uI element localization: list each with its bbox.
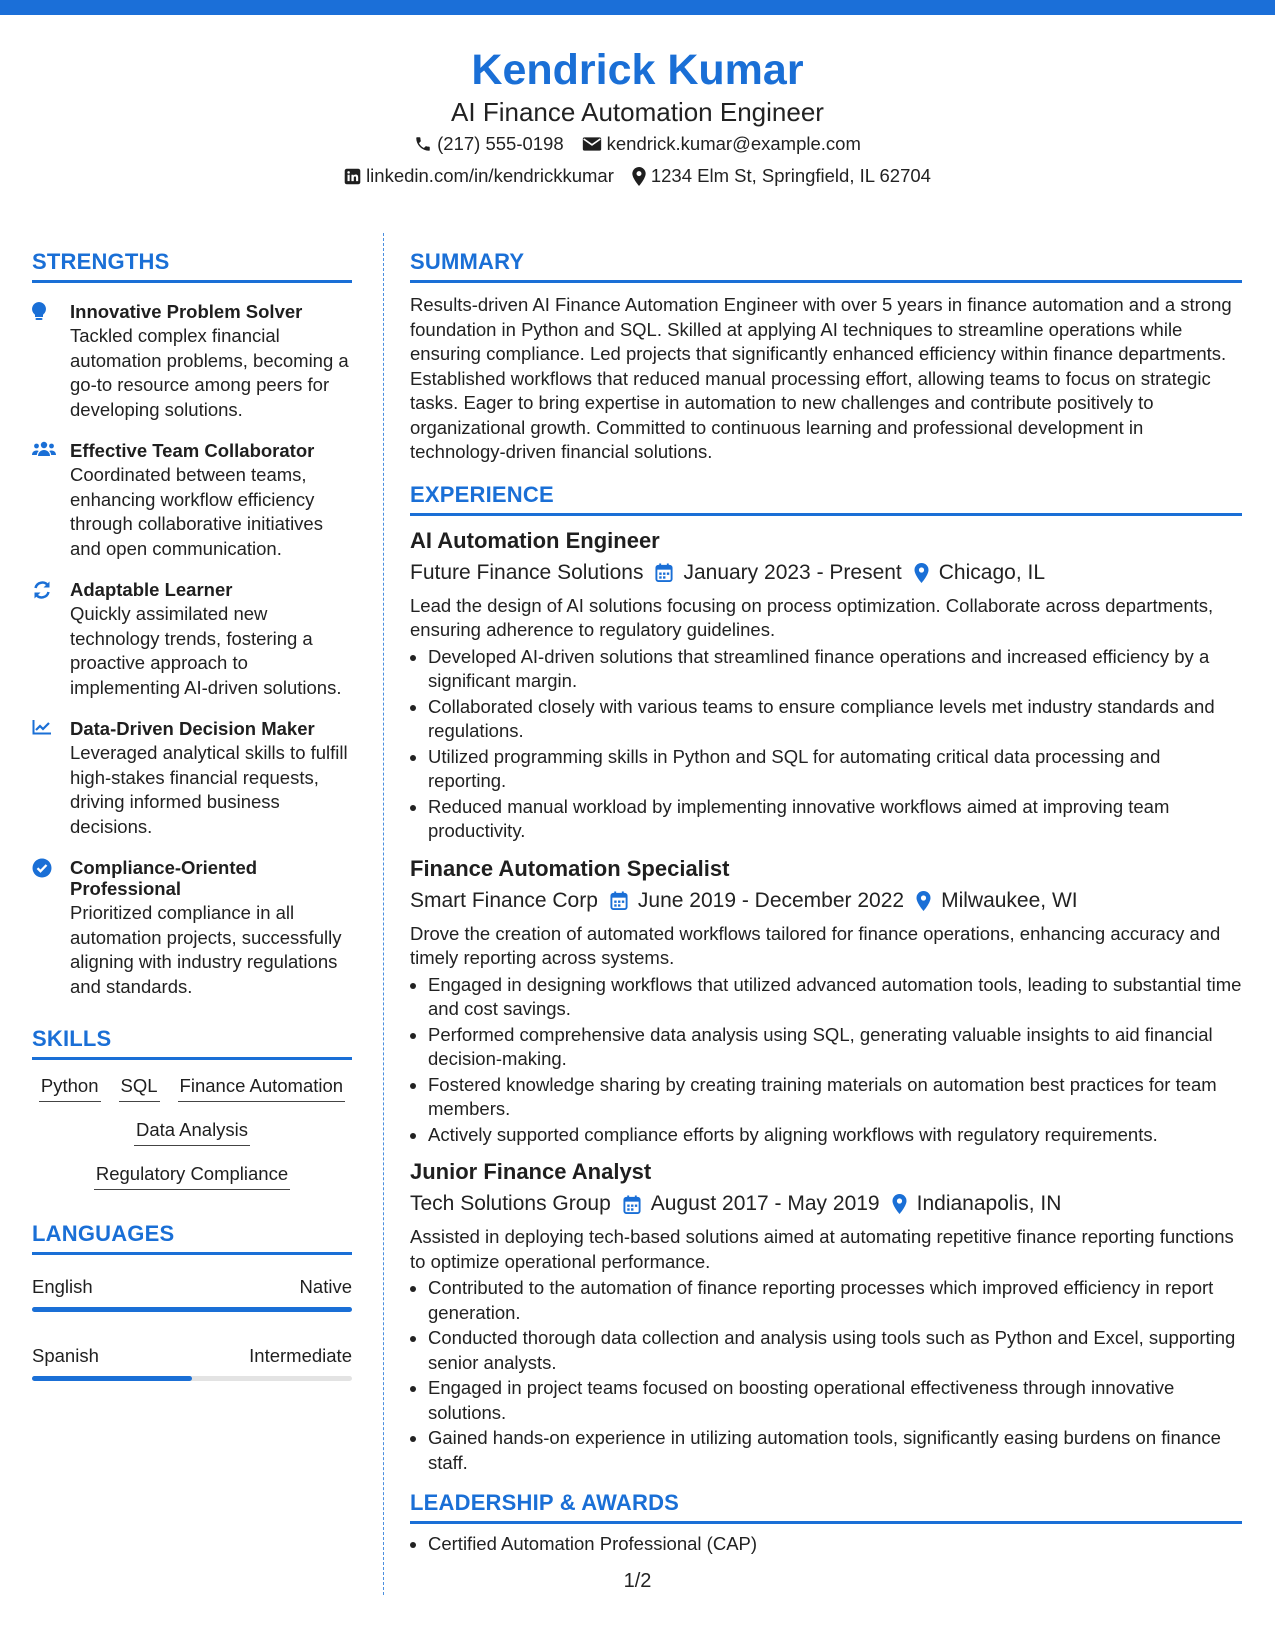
job-bullet: • Contributed to the automation of finance reporting processes which improved efficiency in report generation. — [428, 1276, 1242, 1325]
awards-list — [410, 1532, 1242, 1557]
strength-title: Compliance-Oriented Professional — [70, 857, 258, 899]
email-text[interactable]: kendrick.kumar@example.com — [606, 133, 861, 154]
map-pin-icon — [914, 563, 929, 583]
phone-text: (217) 555-0198 — [437, 133, 564, 154]
skill-tag: Data Analysis — [134, 1118, 250, 1146]
job-bullet: • Performed comprehensive data analysis using SQL, generating valuable insights to aid financial decision-making. — [428, 1023, 1242, 1072]
chart-line-icon — [32, 719, 52, 735]
job-bullet: • Fostered knowledge sharing by creating training materials on automation best practices for team members. — [428, 1073, 1242, 1122]
phone-icon — [414, 135, 432, 153]
strength-item — [32, 718, 352, 839]
experience-heading: EXPERIENCE — [410, 481, 1242, 516]
job-title: AI Automation Engineer — [410, 527, 660, 553]
summary-heading: SUMMARY — [410, 248, 1242, 283]
linkedin-icon — [344, 168, 361, 185]
phone-contact — [414, 128, 564, 160]
job-description: Drove the creation of automated workflows tailored for finance operations, enhancing accuracy and timely reporting across systems. — [410, 922, 1221, 968]
strength-item — [32, 440, 352, 561]
strength-desc: Quickly assimilated new technology trends, fostering a proactive approach to implementing AI-driven solutions. — [70, 603, 342, 698]
contact-line-1 — [0, 128, 1275, 160]
strength-title: Innovative Problem Solver — [70, 301, 303, 322]
map-pin-icon — [916, 891, 931, 911]
language-proficiency-fill — [32, 1307, 352, 1312]
strength-desc: Coordinated between teams, enhancing workflow efficiency through collaborative initiatives and open communication. — [70, 464, 323, 559]
job-company: Smart Finance Corp — [410, 888, 598, 912]
left-column — [32, 248, 352, 1381]
experience-list — [410, 526, 1242, 1476]
job-bullet: • Utilized programming skills in Python and SQL for automating critical data processing and reporting. — [428, 745, 1242, 794]
job-location: Milwaukee, WI — [941, 888, 1078, 912]
envelope-icon — [582, 136, 602, 152]
language-name: English — [32, 1276, 93, 1297]
job-location: Chicago, IL — [938, 560, 1045, 584]
skill-tag: Regulatory Compliance — [94, 1162, 290, 1190]
language-item — [32, 1275, 352, 1312]
check-circle-icon — [32, 858, 52, 878]
summary-text: Results-driven AI Finance Automation Engineer with over 5 years in finance automation and a strong foundation in Python and SQL. Skilled at applying AI techniques to streamline operations while ensuring compliance. Led projects that significantly enhanced efficiency within finance departments. Established workflows that reduced manual processing effort, allowing teams to focus on strategic tasks. Eager to bring expertise in automation to new challenges and contribute positively to organizational growth. Committed to continuous learning and professional development in technology-driven financial solutions. — [410, 294, 1232, 462]
awards-heading: LEADERSHIP & AWARDS — [410, 1489, 1242, 1524]
skill-tag: SQL — [119, 1074, 160, 1102]
language-name: Spanish — [32, 1345, 99, 1366]
job-description: Assisted in deploying tech-based solutions aimed at automating repetitive finance reporting functions to optimize operational performance. — [410, 1226, 1234, 1272]
address-text: 1234 Elm St, Springfield, IL 62704 — [650, 165, 931, 186]
job-entry — [410, 526, 1242, 844]
job-entry — [410, 1157, 1242, 1475]
job-company: Future Finance Solutions — [410, 560, 644, 584]
job-meta — [410, 558, 1242, 588]
job-bullets — [410, 1276, 1242, 1475]
job-title: Junior Finance Analyst — [410, 1159, 652, 1184]
job-bullet: • Conducted thorough data collection and analysis using tools such as Python and Excel, supporting senior analysts. — [428, 1326, 1242, 1375]
strength-title: Data-Driven Decision Maker — [70, 718, 315, 739]
language-level: Native — [299, 1276, 352, 1297]
strengths-heading: STRENGTHS — [32, 248, 352, 283]
right-column — [410, 248, 1242, 1558]
calendar-icon — [610, 891, 628, 910]
strength-desc: Prioritized compliance in all automation projects, successfully aligning with industry regulations and standards. — [70, 902, 342, 997]
language-level: Intermediate — [249, 1345, 352, 1366]
lightbulb-icon — [32, 302, 46, 322]
job-bullet: • Gained hands-on experience in utilizing automation tools, significantly easing burdens on finance staff. — [428, 1426, 1242, 1475]
page-number: 1/2 — [623, 1570, 652, 1592]
skills-heading: SKILLS — [32, 1025, 352, 1060]
candidate-title: AI Finance Automation Engineer — [451, 97, 824, 127]
contact-line-2 — [0, 160, 1275, 192]
language-proficiency-fill — [32, 1376, 192, 1381]
job-bullet: • Developed AI-driven solutions that streamlined finance operations and increased efficiency by a significant margin. — [428, 645, 1242, 694]
job-title: Finance Automation Specialist — [410, 855, 730, 881]
job-dates: January 2023 - Present — [683, 560, 902, 584]
award-item: • Certified Automation Professional (CAP) — [428, 1532, 1242, 1557]
language-item — [32, 1344, 352, 1381]
linkedin-contact[interactable] — [344, 160, 614, 192]
job-dates: June 2019 - December 2022 — [637, 888, 905, 912]
calendar-icon — [655, 563, 673, 582]
job-entry — [410, 854, 1242, 1148]
language-proficiency-bar — [32, 1307, 352, 1312]
address-contact — [632, 160, 931, 192]
skills-list — [32, 1074, 352, 1190]
job-bullet: • Engaged in designing workflows that utilized advanced automation tools, leading to substantial time and cost savings. — [428, 973, 1242, 1022]
strength-item — [32, 579, 352, 700]
users-icon — [32, 441, 56, 457]
job-description: Lead the design of AI solutions focusing on process optimization. Collaborate across departments, ensuring adherence to regulatory guidelines. — [410, 594, 1214, 640]
strength-title: Adaptable Learner — [70, 579, 233, 600]
map-pin-icon — [632, 167, 646, 186]
calendar-icon — [623, 1195, 641, 1214]
languages-heading: LANGUAGES — [32, 1220, 352, 1255]
skill-tag: Python — [39, 1074, 101, 1102]
strength-title: Effective Team Collaborator — [70, 440, 315, 461]
strength-desc: Leveraged analytical skills to fulfill high-stakes financial requests, driving informed business decisions. — [70, 742, 348, 837]
job-bullets — [410, 645, 1242, 844]
top-accent-bar — [0, 0, 1275, 15]
linkedin-text[interactable]: linkedin.com/in/kendrickkumar — [366, 165, 614, 186]
job-bullet: • Actively supported compliance efforts by aligning workflows with regulatory requirements. — [428, 1123, 1242, 1148]
strength-item — [32, 301, 352, 422]
sync-icon — [32, 580, 52, 600]
strength-desc: Tackled complex financial automation problems, becoming a go-to resource among peers for developing solutions. — [70, 325, 349, 420]
job-company: Tech Solutions Group — [410, 1192, 611, 1215]
job-bullet: • Engaged in project teams focused on boosting operational effectiveness through innovative solutions. — [428, 1376, 1242, 1425]
skill-tag: Finance Automation — [178, 1074, 346, 1102]
email-contact[interactable] — [582, 128, 861, 160]
job-bullet: • Collaborated closely with various teams to ensure compliance levels met industry standards and regulations. — [428, 695, 1242, 744]
job-bullets — [410, 973, 1242, 1148]
job-dates: August 2017 - May 2019 — [650, 1192, 880, 1215]
job-meta — [410, 886, 1242, 916]
candidate-name: Kendrick Kumar — [471, 46, 804, 94]
resume-header — [0, 44, 1275, 192]
job-bullet: • Reduced manual workload by implementing innovative workflows aimed at improving team productivity. — [428, 795, 1242, 844]
column-divider — [383, 233, 384, 1595]
job-meta — [410, 1189, 1242, 1219]
map-pin-icon — [892, 1194, 907, 1214]
strength-item — [32, 857, 352, 999]
job-location: Indianapolis, IN — [916, 1192, 1062, 1215]
language-proficiency-bar — [32, 1376, 352, 1381]
